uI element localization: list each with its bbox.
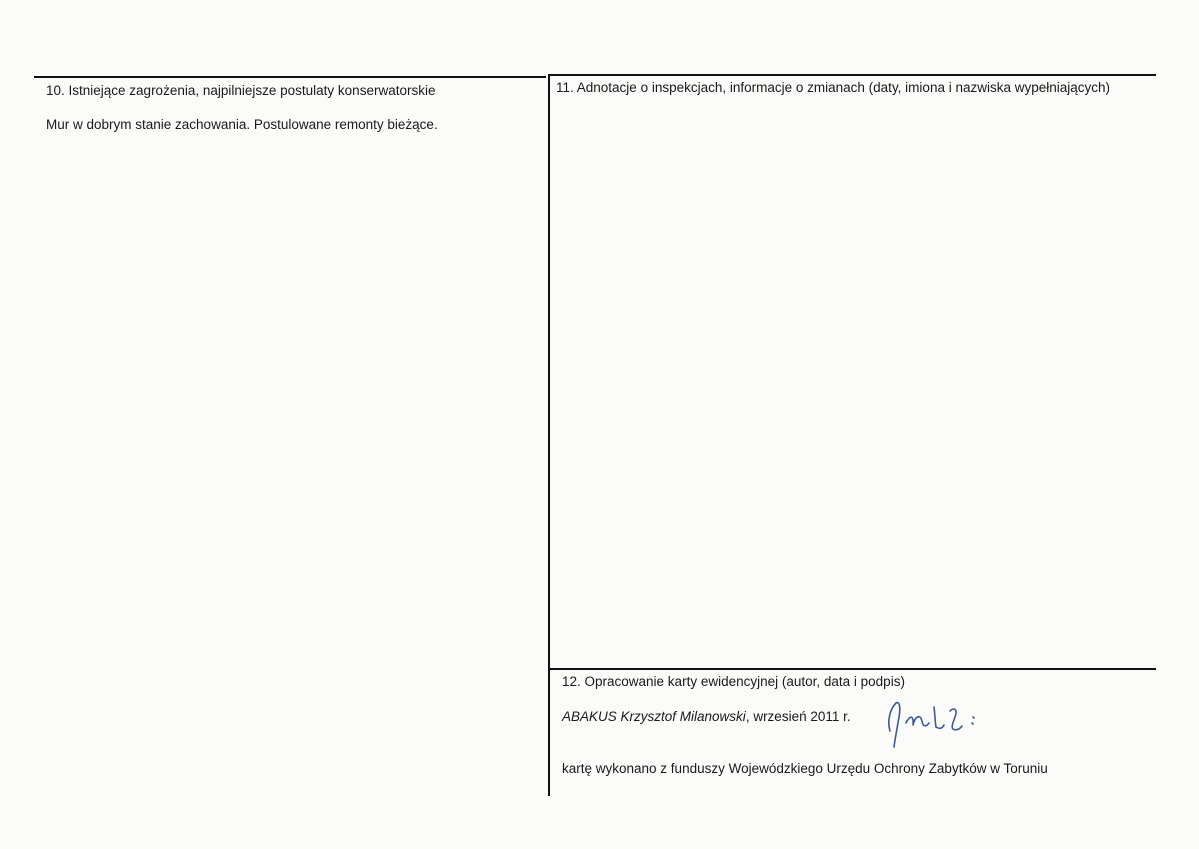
section12-author-line — [562, 710, 851, 724]
section12-top-rule — [548, 668, 1156, 670]
section10-heading: 10. Istniejące zagrożenia, najpilniejsze postulaty konserwatorskie — [46, 83, 436, 98]
section12-heading: 12. Opracowanie karty ewidencyjnej (autor, data i podpis) — [562, 674, 905, 689]
signature-strokes — [889, 703, 974, 747]
section11-heading: 11. Adnotacje o inspekcjach, informacje o zmianach (daty, imiona i nazwiska wypełniających) — [556, 80, 1111, 95]
section10-body: Mur w dobrym stanie zachowania. Postulowane remonty bieżące. — [46, 117, 438, 132]
author-date: , wrzesień 2011 r. — [745, 709, 851, 724]
author-name: ABAKUS Krzysztof Milanowski — [562, 709, 746, 724]
handwritten-signature — [880, 693, 990, 751]
column-divider — [548, 74, 550, 796]
section12-funding-note: kartę wykonano z funduszy Wojewódzkiego Urzędu Ochrony Zabytków w Toruniu — [562, 761, 1048, 776]
section10-top-rule — [34, 76, 546, 78]
section11-top-rule — [548, 74, 1156, 76]
